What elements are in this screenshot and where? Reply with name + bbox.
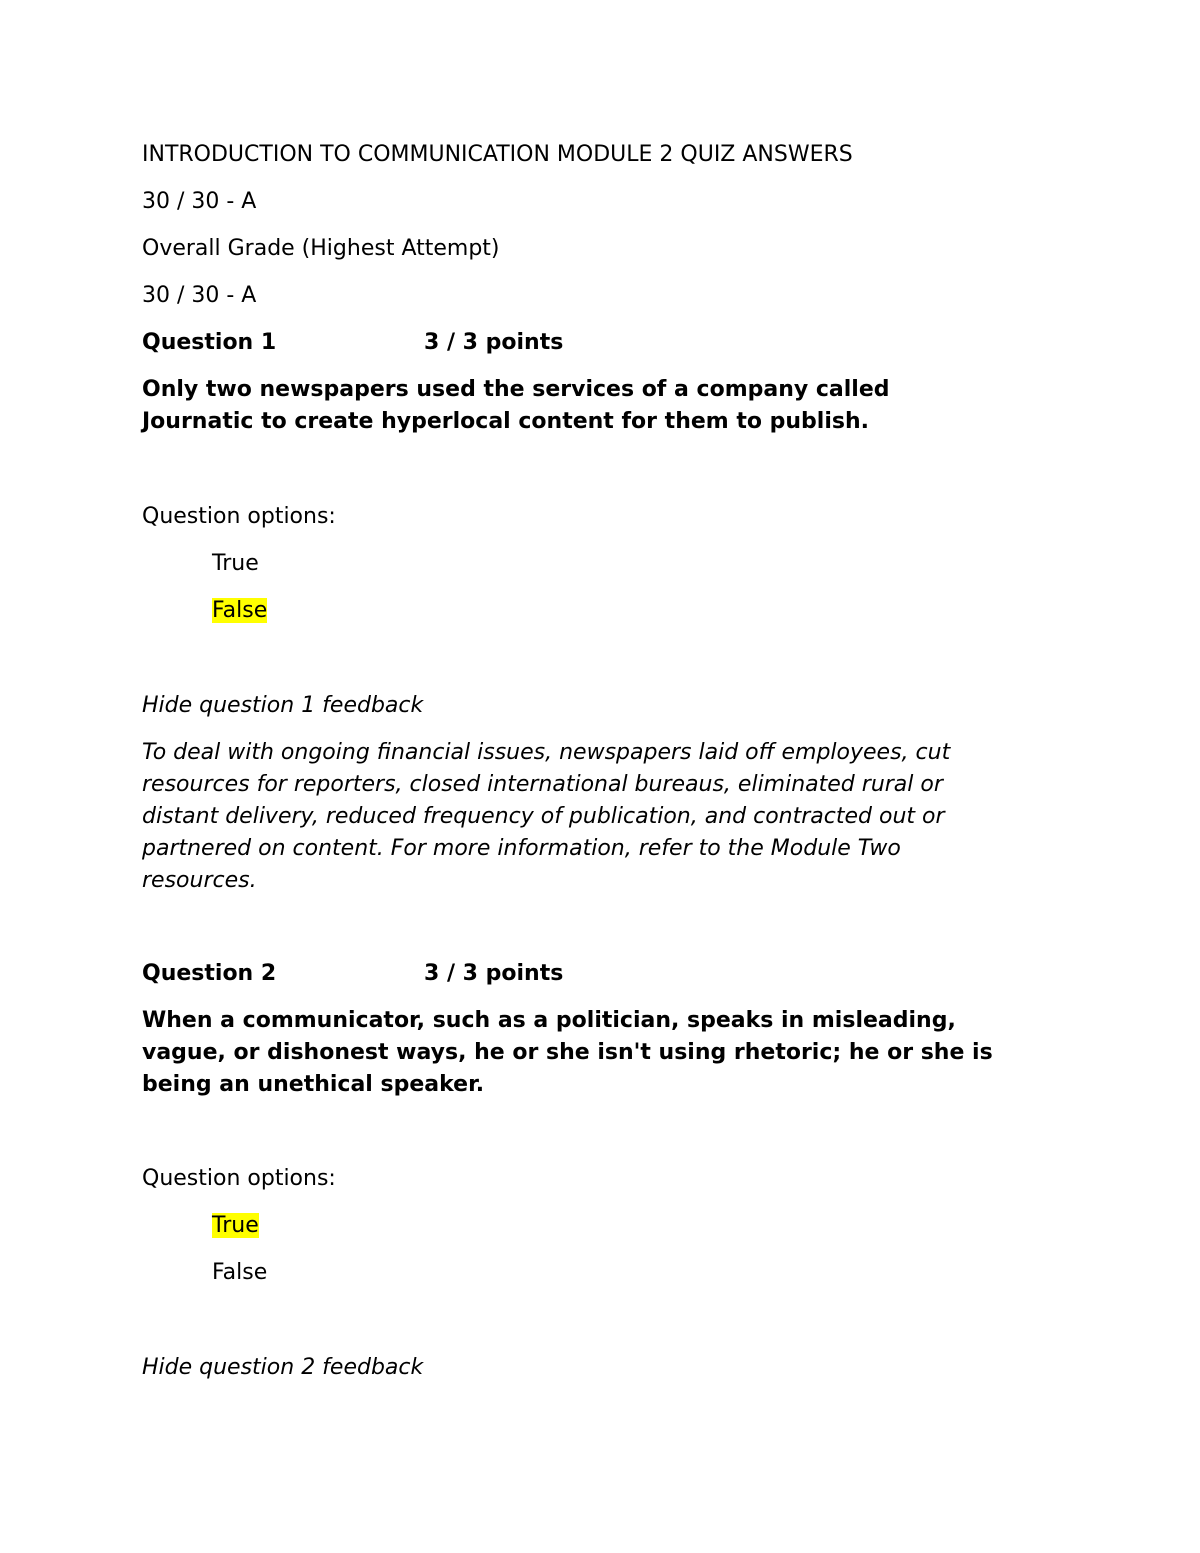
question-1-feedback-line-5: resources. <box>142 868 257 893</box>
question-2-points: 3 / 3 points <box>424 961 564 986</box>
question-2-option-true[interactable] <box>212 1210 259 1242</box>
question-2-feedback-toggle[interactable]: Hide question 2 feedback <box>142 1355 424 1380</box>
question-1-option-false[interactable] <box>212 595 267 627</box>
option-label: False <box>212 1260 268 1285</box>
question-1-header <box>142 327 564 359</box>
question-2-text-line-2: vague, or dishonest ways, he or she isn't using rhetoric; he or she is <box>142 1040 993 1065</box>
question-1-option-true[interactable] <box>212 548 259 580</box>
question-2-text-line-3: being an unethical speaker. <box>142 1072 485 1097</box>
question-1-feedback-line-3: distant delivery, reduced frequency of publication, and contracted out or <box>142 804 945 829</box>
option-label: True <box>212 551 259 576</box>
score: 30 / 30 - A <box>142 189 257 214</box>
question-1-feedback-toggle[interactable]: Hide question 1 feedback <box>142 693 424 718</box>
question-2-heading: Question 2 <box>142 961 277 986</box>
question-2-options-label: Question options: <box>142 1166 336 1191</box>
option-label-highlighted: True <box>212 1213 259 1238</box>
question-1-feedback-line-1: To deal with ongoing financial issues, newspapers laid off employees, cut <box>142 740 951 765</box>
question-1-feedback-line-4: partnered on content. For more information, refer to the Module Two <box>142 836 901 861</box>
question-2-header <box>142 958 564 990</box>
question-1-points: 3 / 3 points <box>424 330 564 355</box>
document-title: INTRODUCTION TO COMMUNICATION MODULE 2 QUIZ ANSWERS <box>142 142 853 167</box>
overall-grade-label: Overall Grade (Highest Attempt) <box>142 236 500 261</box>
option-label-highlighted: False <box>212 598 268 623</box>
question-1-text-line-2: Journatic to create hyperlocal content for them to publish. <box>142 409 869 434</box>
question-1-feedback-line-2: resources for reporters, closed international bureaus, eliminated rural or <box>142 772 943 797</box>
question-1-text-line-1: Only two newspapers used the services of a company called <box>142 377 890 402</box>
overall-grade-score: 30 / 30 - A <box>142 283 257 308</box>
question-1-heading: Question 1 <box>142 330 277 355</box>
question-2-text-line-1: When a communicator, such as a politician, speaks in misleading, <box>142 1008 956 1033</box>
question-1-options-label: Question options: <box>142 504 336 529</box>
question-2-option-false[interactable] <box>212 1257 267 1289</box>
